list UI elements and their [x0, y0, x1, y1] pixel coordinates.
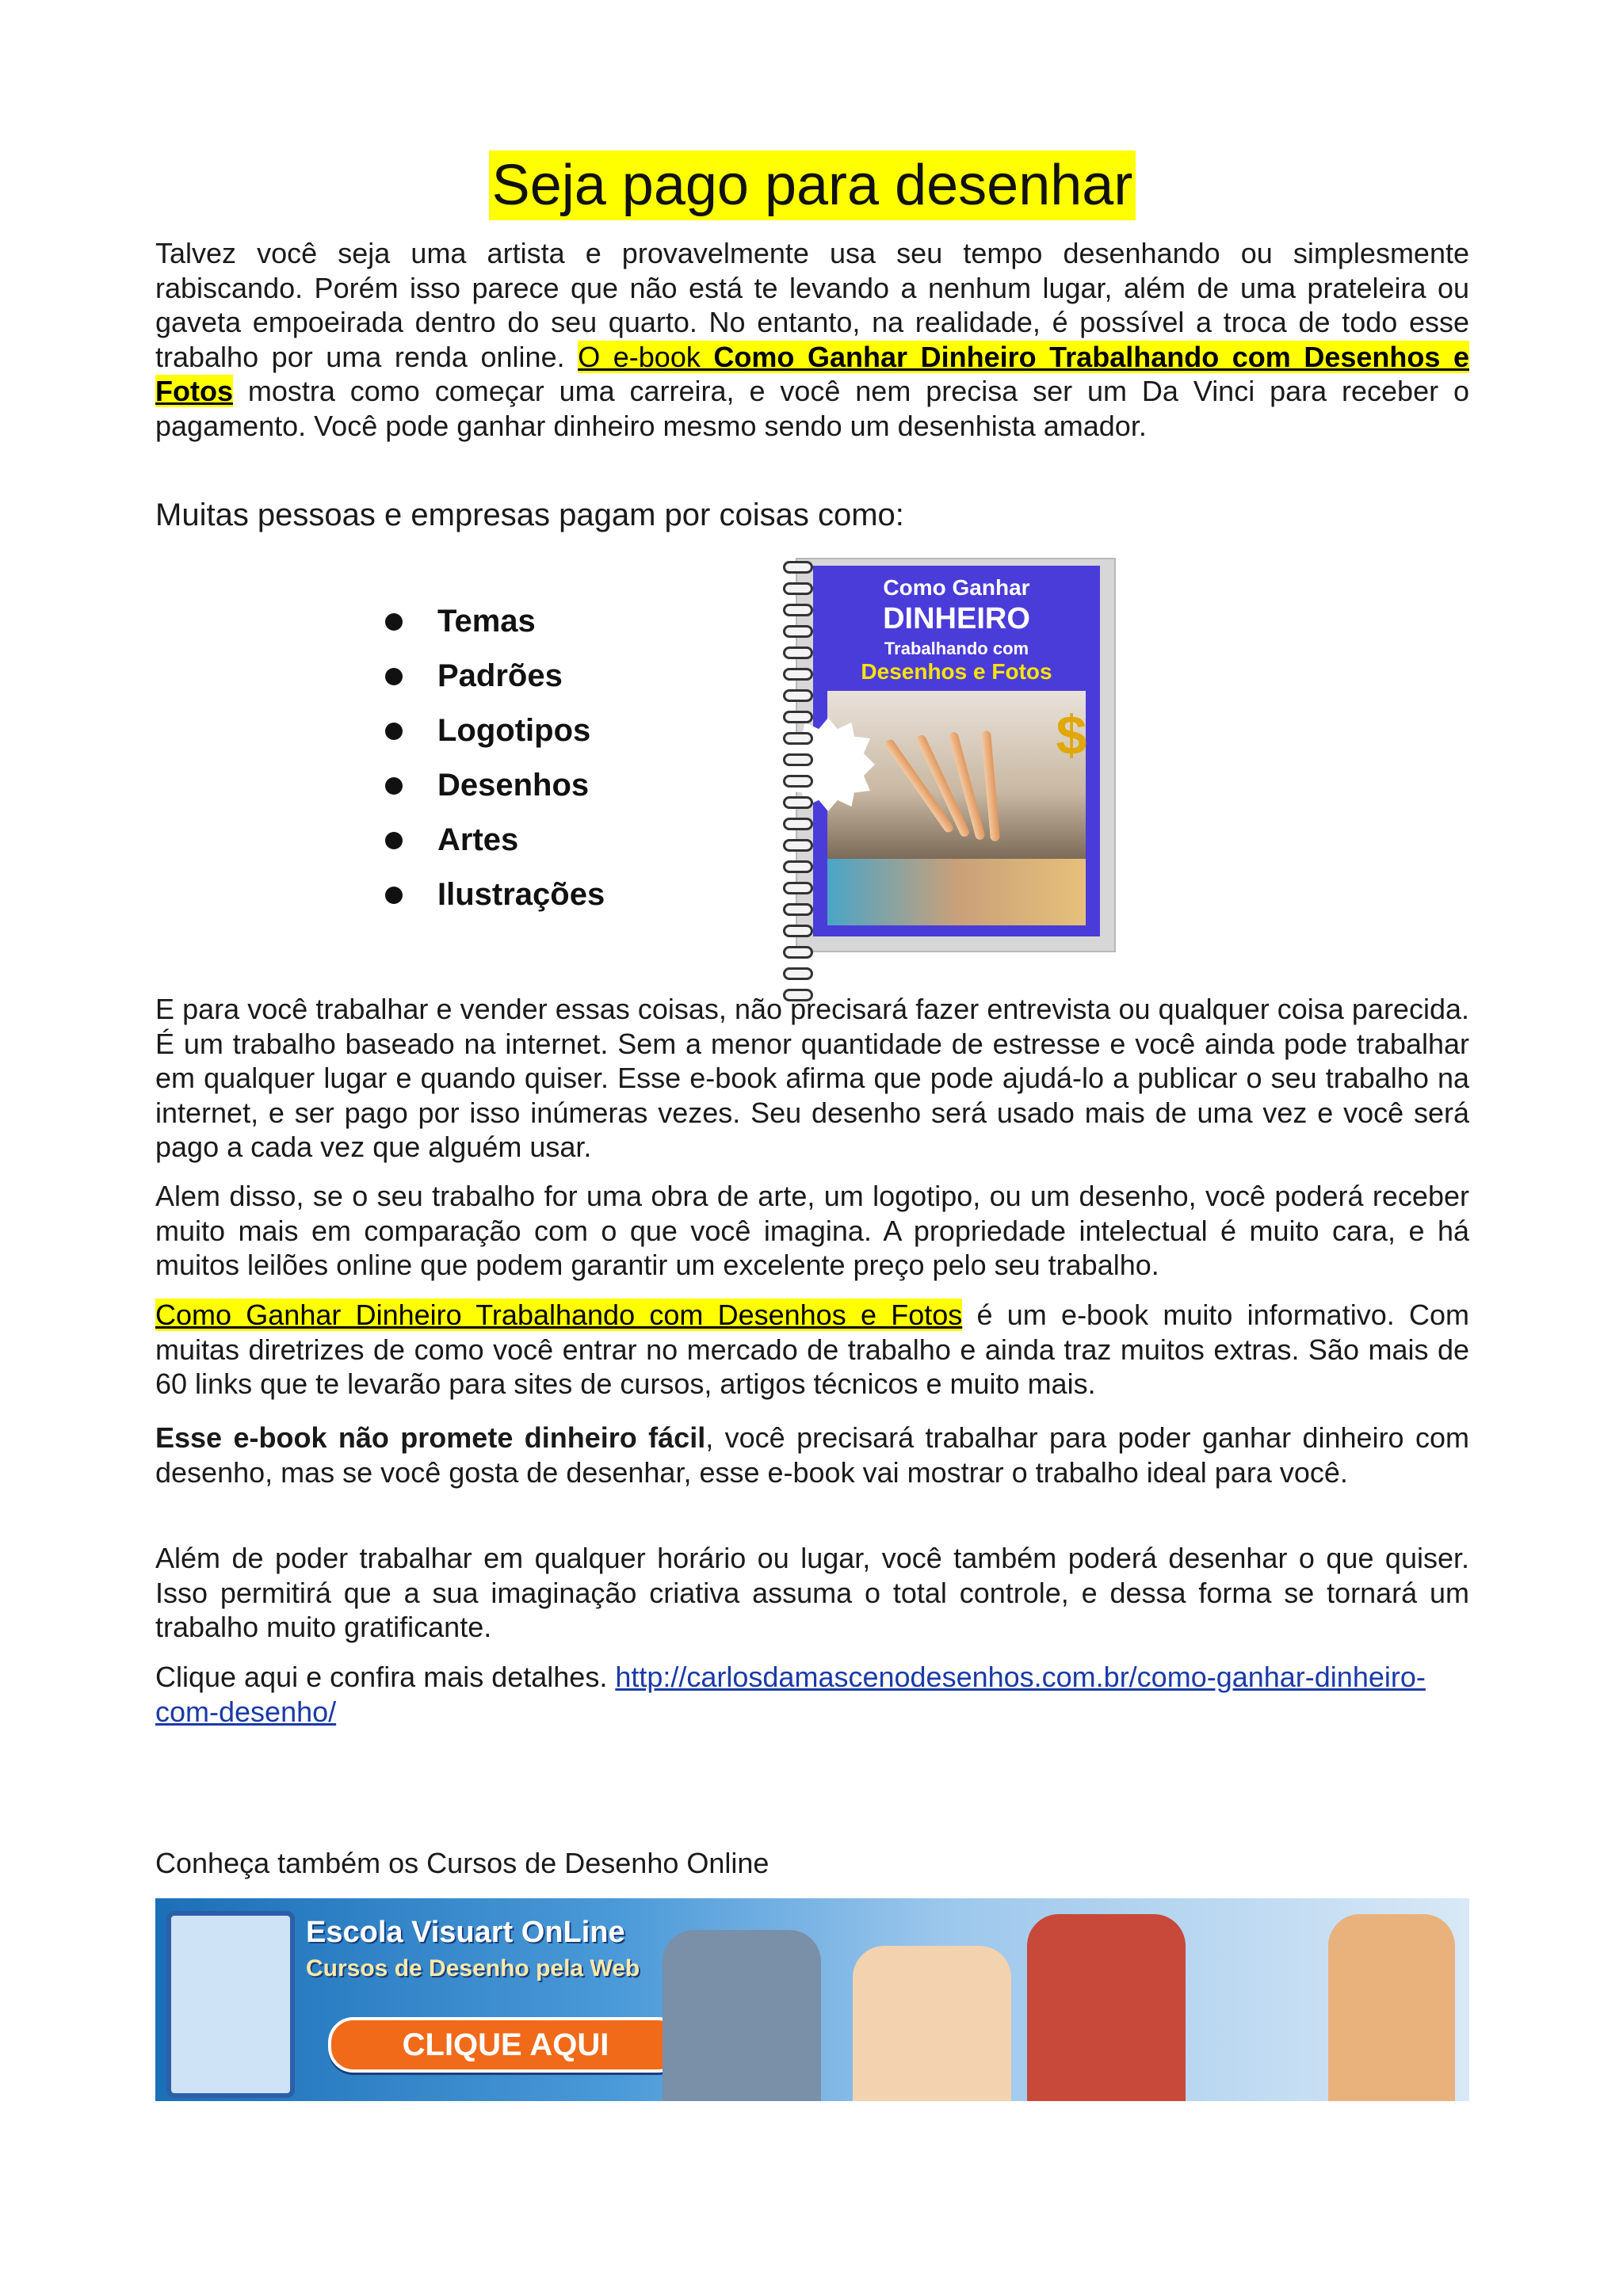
- dollar-sign-icon: $: [1056, 704, 1087, 766]
- intro-paragraph: [155, 236, 1469, 443]
- intro-text-after: mostra como começar uma carreira, e você nem precisa ser um Da Vinci para receber o pagamento. Você pode ganhar dinheiro mesmo sendo um desenhista amador.: [155, 375, 1469, 442]
- courses-banner[interactable]: [155, 1898, 1469, 2101]
- spiral-binding: [781, 561, 813, 941]
- paragraph-2: E para você trabalhar e vender essas coisas, não precisará fazer entrevista ou qualquer coisa parecida. É um trabalho baseado na internet. Sem a menor quantidade de estresse e você ainda pode trabalhar em qualquer lugar e quando quiser. Esse e-book afirma que pode ajudá-lo a publicar o seu trabalho na internet, e ser pago por isso inúmeras vezes. Seu desenho será usado mais de uma vez e você será pago a cada vez que alguém usar.: [155, 993, 1469, 1163]
- intro-text: Talvez você seja uma artista e provavelmente usa seu tempo desenhando ou simplesmente rabiscando. Porém isso parece que não está te levando a nenhum lugar, além de uma prateleira ou gaveta empoeirada dentro do seu quarto. No entanto, na realidade, é possível a troca de todo esse trabalho por uma renda online.: [155, 237, 1469, 373]
- ebook-title-line4: Desenhos e Fotos: [861, 659, 1052, 684]
- page-title: Seja pago para desenhar: [489, 151, 1136, 220]
- list-item: [385, 813, 605, 868]
- character-figure: [1328, 1914, 1455, 2101]
- bullet-icon: [385, 777, 403, 795]
- paragraph-5: [155, 1421, 1469, 1489]
- list-item: [385, 649, 605, 704]
- details-url-link[interactable]: http://carlosdamascenodesenhos.com.br/como-ganhar-dinheiro-com-desenho/: [155, 1661, 1426, 1728]
- paragraph-6: Além de poder trabalhar em qualquer horário ou lugar, você também poderá desenhar o que quiser. Isso permitirá que a sua imaginação criativa assuma o total controle, e dessa forma se tornará um trabalho muito gratificante.: [155, 1542, 1469, 1643]
- banner-subtitle: Cursos de Desenho pela Web: [306, 1955, 640, 1981]
- ebook-link-title: Como Ganhar Dinheiro Trabalhando com Desenhos e Fotos: [155, 340, 1470, 407]
- paragraph-7-text: Clique aqui e confira mais detalhes.: [155, 1661, 616, 1693]
- character-figure: [663, 1930, 821, 2101]
- list-heading: Muitas pessoas e empresas pagam por coisas como:: [155, 498, 904, 532]
- ebook-title-line1: Como Ganhar: [883, 575, 1030, 600]
- list-item: [385, 758, 605, 813]
- visuart-logo: [166, 1911, 295, 2098]
- list-item-label: Logotipos: [437, 713, 591, 748]
- ebook-title-line2: DINHEIRO: [883, 602, 1030, 635]
- paragraph-5-text: , você precisará trabalhar para poder ganhar dinheiro com desenho, mas se você gosta de desenhar, esse e-book vai mostrar o trabalho ideal para você.: [155, 1421, 1470, 1489]
- ebook-link-prefix: O e-book: [578, 340, 714, 373]
- list-item: [385, 868, 605, 922]
- bullet-icon: [385, 668, 403, 685]
- bullet-icon: [385, 613, 403, 631]
- title-wrap: [155, 151, 1469, 220]
- list-item-label: Artes: [437, 822, 519, 857]
- list-item: [385, 704, 605, 758]
- paragraph-5-bold: Esse e-book não promete dinheiro fácil: [155, 1421, 706, 1454]
- paragraph-7: [155, 1660, 1469, 1729]
- ebook-link-2[interactable]: Como Ganhar Dinheiro Trabalhando com Desenhos e Fotos: [155, 1299, 963, 1331]
- paragraph-4: [155, 1298, 1469, 1402]
- list-item-label: Ilustrações: [437, 877, 605, 912]
- paragraph-4-text: é um e-book muito informativo. Com muitas diretrizes de como você entrar no mercado de trabalho e ainda traz muitos extras. São mais de 60 links que te levarão para sites de cursos, artigos técnicos e muito mais.: [155, 1299, 1469, 1400]
- character-figure: [853, 1946, 1011, 2101]
- paragraph-3: Alem disso, se o seu trabalho for uma obra de arte, um logotipo, ou um desenho, você poderá receber muito mais em comparação com o que você imagina. A propriedade intelectual é muito cara, e há muitos leilões online que podem garantir um excelente preço pelo seu trabalho.: [155, 1180, 1469, 1281]
- ebook-title-line3: Trabalhando com: [884, 639, 1029, 658]
- list-item: [385, 594, 605, 649]
- list-item-label: Temas: [437, 604, 536, 639]
- banner-caption: Conheça também os Cursos de Desenho Online: [155, 1847, 769, 1879]
- bullet-icon: [385, 832, 403, 849]
- money-photo: [827, 859, 1086, 925]
- banner-cta-button[interactable]: CLIQUE AQUI: [328, 2017, 683, 2073]
- bullet-icon: [385, 887, 403, 904]
- banner-title: Escola Visuart OnLine: [306, 1916, 625, 1949]
- list-item-label: Desenhos: [437, 768, 590, 803]
- list-item-label: Padrões: [437, 658, 563, 693]
- ebook-cover-image[interactable]: [781, 553, 1117, 949]
- items-list: [385, 594, 605, 922]
- character-figure: [1027, 1914, 1186, 2101]
- bullet-icon: [385, 723, 403, 740]
